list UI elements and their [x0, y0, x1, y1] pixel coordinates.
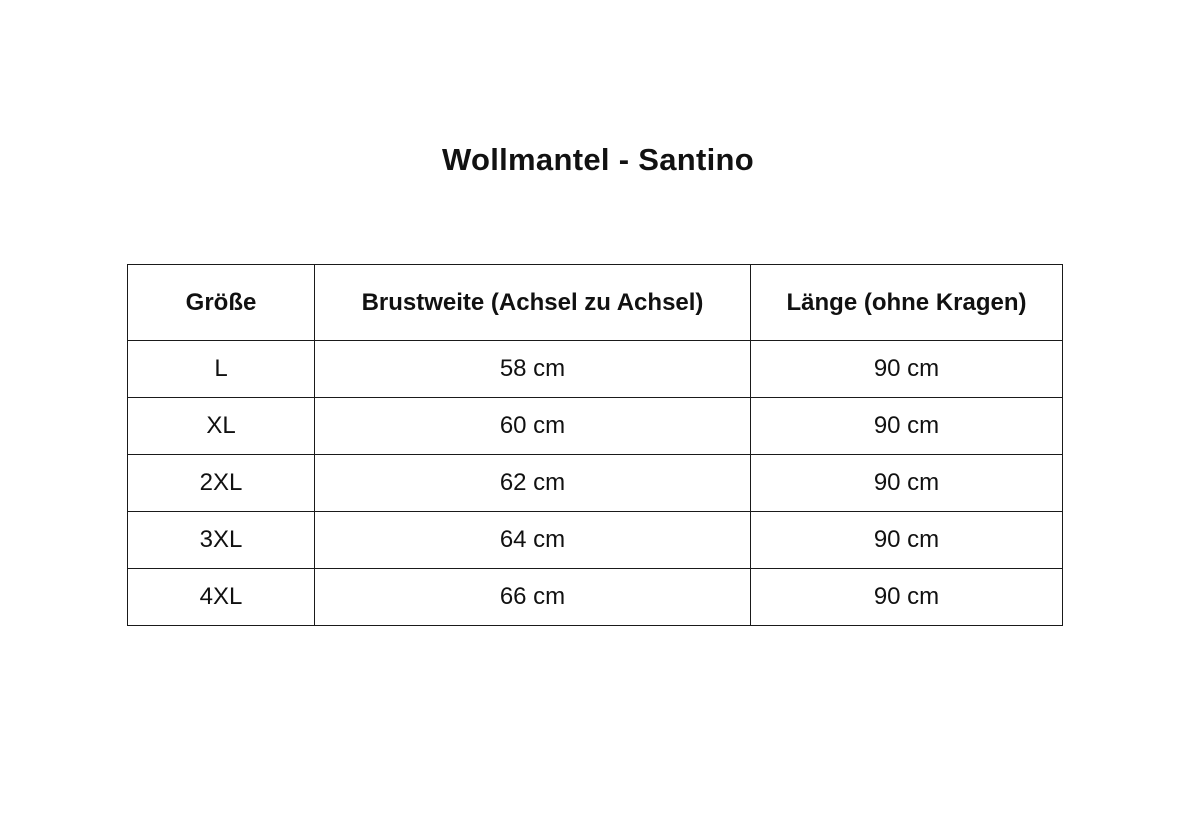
cell-chest-width: 62 cm — [315, 455, 751, 512]
cell-chest-width: 60 cm — [315, 398, 751, 455]
cell-length: 90 cm — [751, 398, 1063, 455]
cell-length: 90 cm — [751, 455, 1063, 512]
cell-chest-width: 58 cm — [315, 341, 751, 398]
page-title: Wollmantel - Santino — [442, 142, 754, 177]
table-row — [128, 341, 1063, 398]
table-row — [128, 398, 1063, 455]
cell-chest-width: 64 cm — [315, 512, 751, 569]
cell-length: 90 cm — [751, 341, 1063, 398]
header-size: Größe — [128, 265, 315, 341]
cell-size: 4XL — [128, 569, 315, 626]
cell-chest-width: 66 cm — [315, 569, 751, 626]
table-row — [128, 455, 1063, 512]
cell-length: 90 cm — [751, 569, 1063, 626]
table-row — [128, 512, 1063, 569]
size-chart-table — [127, 264, 1063, 626]
cell-length: 90 cm — [751, 512, 1063, 569]
table-row — [128, 569, 1063, 626]
cell-size: 3XL — [128, 512, 315, 569]
cell-size: L — [128, 341, 315, 398]
cell-size: XL — [128, 398, 315, 455]
header-chest-width: Brustweite (Achsel zu Achsel) — [315, 265, 751, 341]
header-length: Länge (ohne Kragen) — [751, 265, 1063, 341]
table-header-row — [128, 265, 1063, 341]
cell-size: 2XL — [128, 455, 315, 512]
